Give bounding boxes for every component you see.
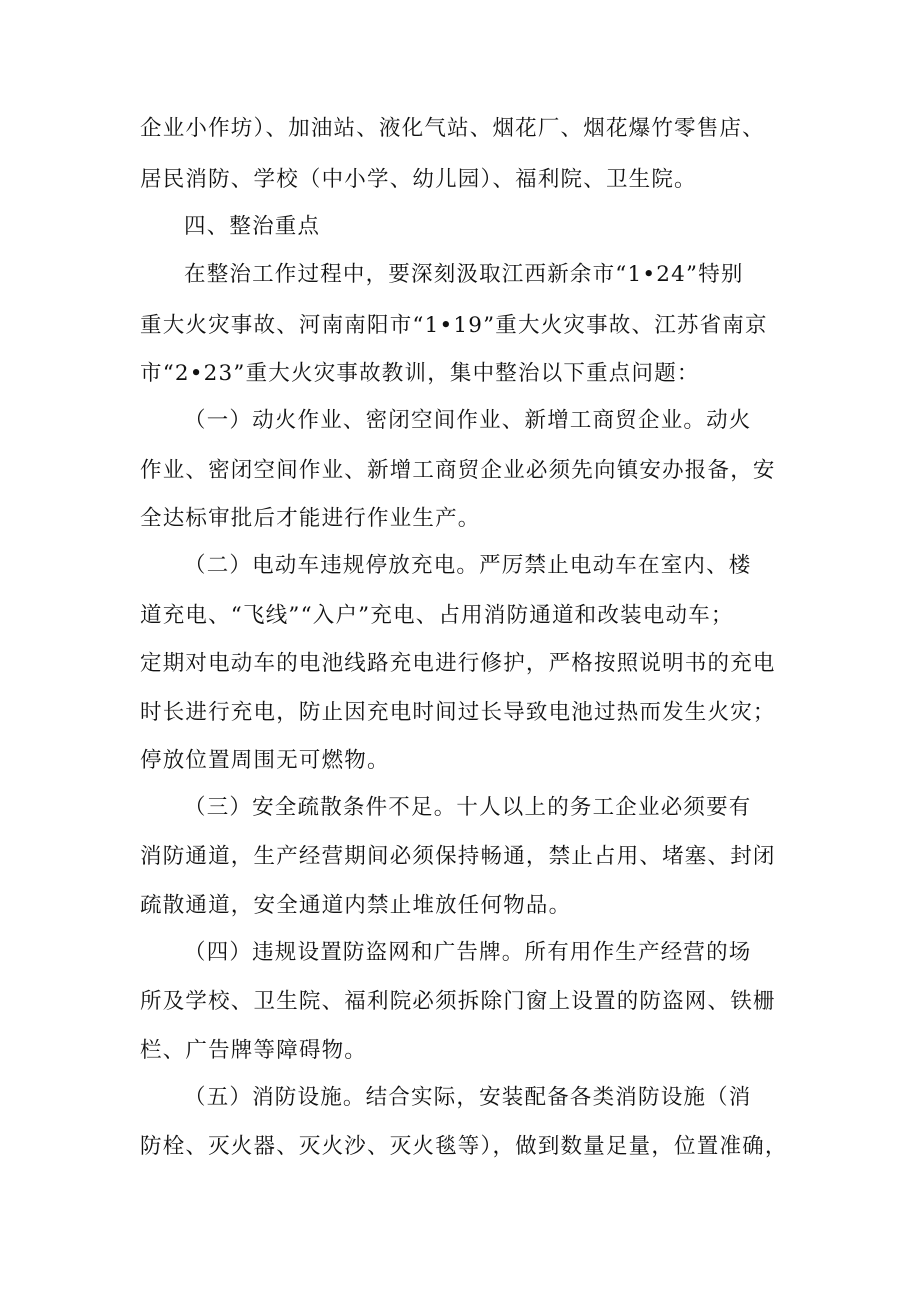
text-line: 停放位置周围无可燃物。 [140, 748, 390, 773]
text-line: （四）违规设置防盗网和广告牌。所有用作生产经营的场 [184, 940, 752, 965]
text-line: 全达标审批后才能进行作业生产。 [140, 506, 481, 531]
text-line: 栏、广告牌等障碍物。 [140, 1038, 368, 1063]
text-line: 作业、密闭空间作业、新增工商贸企业必须先向镇安办报备，安 [140, 458, 776, 483]
section-heading: 四、整治重点 [184, 214, 321, 239]
text-line: 道充电、“飞线”“入户”充电、占用消防通道和改装电动车； [140, 603, 734, 628]
text-line: （二）电动车违规停放充电。严厉禁止电动车在室内、楼 [184, 553, 752, 578]
text-line: 疏散通道，安全通道内禁止堆放任何物品。 [140, 893, 572, 918]
text-line: 时长进行充电，防止因充电时间过长导致电池过热而发生火灾； [140, 700, 776, 725]
text-line: 所及学校、卫生院、福利院必须拆除门窗上设置的防盗网、铁栅 [140, 989, 776, 1014]
text-line: 防栓、灭火器、灭火沙、灭火毯等），做到数量足量，位置准确， [140, 1134, 788, 1159]
text-line: 市“2•23”重大火灾事故教训，集中整治以下重点问题： [140, 361, 700, 386]
text-line: （五）消防设施。结合实际，安装配备各类消防设施（消 [184, 1085, 752, 1110]
text-line: （一）动火作业、密闭空间作业、新增工商贸企业。动火 [184, 408, 752, 433]
text-line: 企业小作坊）、加油站、液化气站、烟花厂、烟花爆竹零售店、 [140, 116, 765, 141]
text-line: 重大火灾事故、河南南阳市“1•19”重大火灾事故、江苏省南京 [140, 313, 768, 338]
text-line: 在整治工作过程中，要深刻汲取江西新余市“1•24”特别 [184, 262, 744, 287]
text-line: （三）安全疏散条件不足。十人以上的务工企业必须要有 [184, 795, 752, 820]
text-line: 消防通道，生产经营期间必须保持畅通，禁止占用、堵塞、封闭 [140, 844, 776, 869]
text-line: 定期对电动车的电池线路充电进行修护，严格按照说明书的充电 [140, 651, 776, 676]
text-line: 居民消防、学校（中小学、幼儿园）、福利院、卫生院。 [140, 167, 697, 192]
